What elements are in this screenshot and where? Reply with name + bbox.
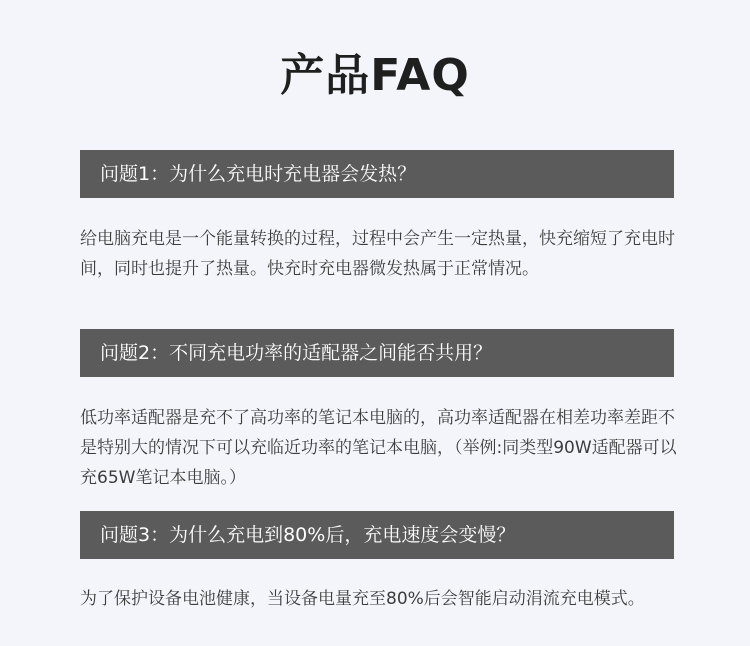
faq-question-2: 问题2：不同充电功率的适配器之间能否共用？ <box>80 329 674 377</box>
faq-answer-3: 为了保护设备电池健康，当设备电量充至80%后会智能启动涓流充电模式。 <box>80 589 645 609</box>
faq-answer-2: 低功率适配器是充不了高功率的笔记本电脑的，高功率适配器在相差功率差距不是特别大的情况下可以充临近功率的笔记本电脑，（举例:同类型90W适配器可以充65W笔记本电脑。） <box>80 408 677 488</box>
faq-answer-1: 给电脑充电是一个能量转换的过程，过程中会产生一定热量，快充缩短了充电时间，同时也提升了热量。快充时充电器微发热属于正常情况。 <box>80 229 675 279</box>
faq-question-3: 问题3：为什么充电到80%后，充电速度会变慢？ <box>80 511 674 559</box>
page-title: 产品FAQ <box>280 50 470 101</box>
faq-question-1: 问题1：为什么充电时充电器会发热？ <box>80 150 674 198</box>
